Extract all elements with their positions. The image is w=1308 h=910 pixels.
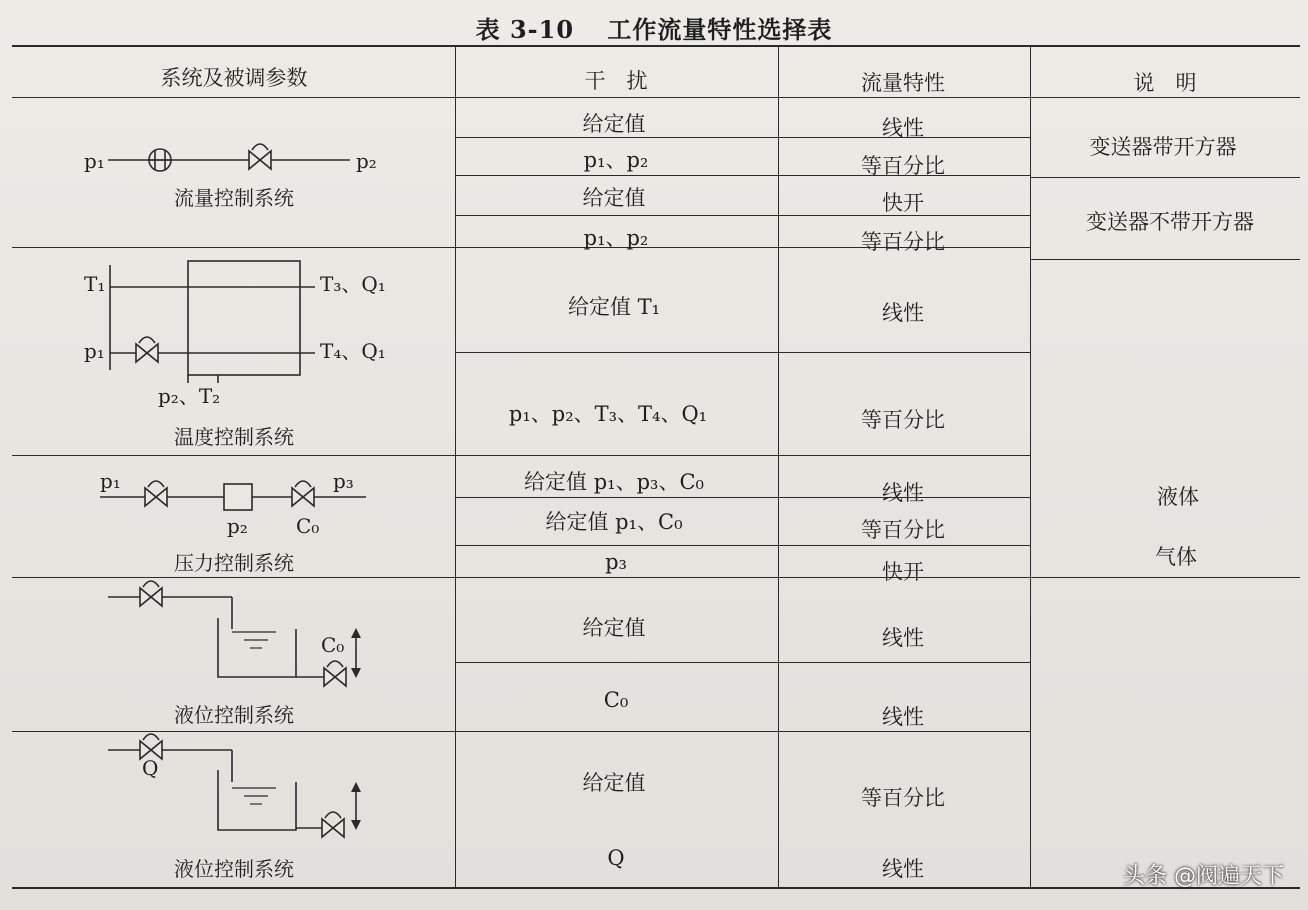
row-characteristic: 等百分比 bbox=[861, 786, 945, 810]
row-disturbance: p₃ bbox=[605, 550, 627, 574]
press-p1: p₁ bbox=[100, 469, 121, 493]
column-rule bbox=[1030, 45, 1031, 887]
table-caption: 工作流量特性选择表 bbox=[607, 15, 833, 44]
temp-t3q1: T₃、Q₁ bbox=[320, 272, 386, 296]
level1-c0: C₀ bbox=[321, 633, 345, 657]
temp-system-label: 温度控制系统 bbox=[174, 425, 294, 449]
column-rule bbox=[455, 45, 456, 887]
temp-p1: p₁ bbox=[84, 339, 105, 363]
row-disturbance: 给定值 bbox=[582, 616, 646, 640]
header-system: 系统及被调参数 bbox=[160, 66, 308, 90]
row-characteristic: 快开 bbox=[882, 560, 924, 584]
note-rule bbox=[1030, 177, 1300, 178]
header-disturbance: 干 扰 bbox=[584, 69, 648, 93]
row-disturbance: 给定值 bbox=[582, 771, 646, 795]
press-p2: p₂ bbox=[227, 514, 248, 538]
row-disturbance: 给定值 T₁ bbox=[567, 295, 661, 319]
header-note: 说 明 bbox=[1133, 71, 1197, 95]
row-characteristic: 线性 bbox=[882, 705, 924, 729]
row-disturbance: 给定值 p₁、C₀ bbox=[545, 510, 683, 534]
row-characteristic: 等百分比 bbox=[861, 518, 945, 542]
row-disturbance: p₁、p₂、T₃、T₄、Q₁ bbox=[508, 402, 708, 426]
note-with-sqrt: 变送器带开方器 bbox=[1089, 135, 1237, 159]
press-p3: p₃ bbox=[333, 469, 354, 493]
row-rule bbox=[455, 662, 1030, 663]
header-characteristic: 流量特性 bbox=[861, 71, 945, 95]
row-rule bbox=[455, 137, 1030, 138]
note-without-sqrt: 变送器不带开方器 bbox=[1086, 210, 1254, 234]
temp-t4q1: T₄、Q₁ bbox=[320, 339, 386, 363]
row-characteristic: 线性 bbox=[882, 481, 924, 505]
row-rule bbox=[455, 545, 1030, 546]
row-characteristic: 等百分比 bbox=[861, 154, 945, 178]
row-disturbance: p₁、p₂ bbox=[583, 226, 649, 250]
row-disturbance: 给定值 bbox=[582, 186, 646, 210]
system-diagrams bbox=[0, 0, 455, 910]
row-characteristic: 等百分比 bbox=[861, 230, 945, 254]
level1-system-label: 液位控制系统 bbox=[174, 703, 294, 727]
note-liquid: 液体 bbox=[1157, 485, 1199, 509]
row-characteristic: 等百分比 bbox=[861, 408, 945, 432]
flow-p2: p₂ bbox=[356, 149, 377, 173]
press-c0: C₀ bbox=[296, 514, 320, 538]
row-disturbance: 给定值 p₁、p₃、C₀ bbox=[524, 470, 704, 494]
row-rule bbox=[455, 352, 1030, 353]
temp-p2t2: p₂、T₂ bbox=[158, 384, 221, 408]
row-characteristic: 线性 bbox=[882, 116, 924, 140]
note-rule bbox=[1030, 577, 1300, 578]
row-characteristic: 快开 bbox=[882, 191, 924, 215]
row-characteristic: 线性 bbox=[882, 301, 924, 325]
level2-q: Q bbox=[142, 756, 159, 780]
press-system-label: 压力控制系统 bbox=[174, 551, 294, 575]
row-rule bbox=[455, 215, 1030, 216]
flow-system-label: 流量控制系统 bbox=[174, 186, 294, 210]
row-characteristic: 线性 bbox=[882, 626, 924, 650]
row-disturbance: 给定值 bbox=[582, 112, 646, 136]
temp-t1: T₁ bbox=[84, 272, 106, 296]
row-characteristic: 线性 bbox=[882, 857, 924, 881]
row-disturbance: Q bbox=[607, 846, 625, 870]
note-gas: 气体 bbox=[1155, 545, 1197, 569]
flow-p1: p₁ bbox=[84, 149, 105, 173]
row-disturbance: p₁、p₂ bbox=[583, 148, 649, 172]
table-number: 表 3-10 bbox=[475, 15, 575, 44]
watermark: 头条 @阀遍天下 bbox=[1123, 864, 1284, 889]
note-rule bbox=[1030, 259, 1300, 260]
level2-system-label: 液位控制系统 bbox=[174, 857, 294, 881]
row-disturbance: C₀ bbox=[603, 688, 629, 712]
column-rule bbox=[778, 45, 779, 887]
row-rule bbox=[455, 497, 1030, 498]
